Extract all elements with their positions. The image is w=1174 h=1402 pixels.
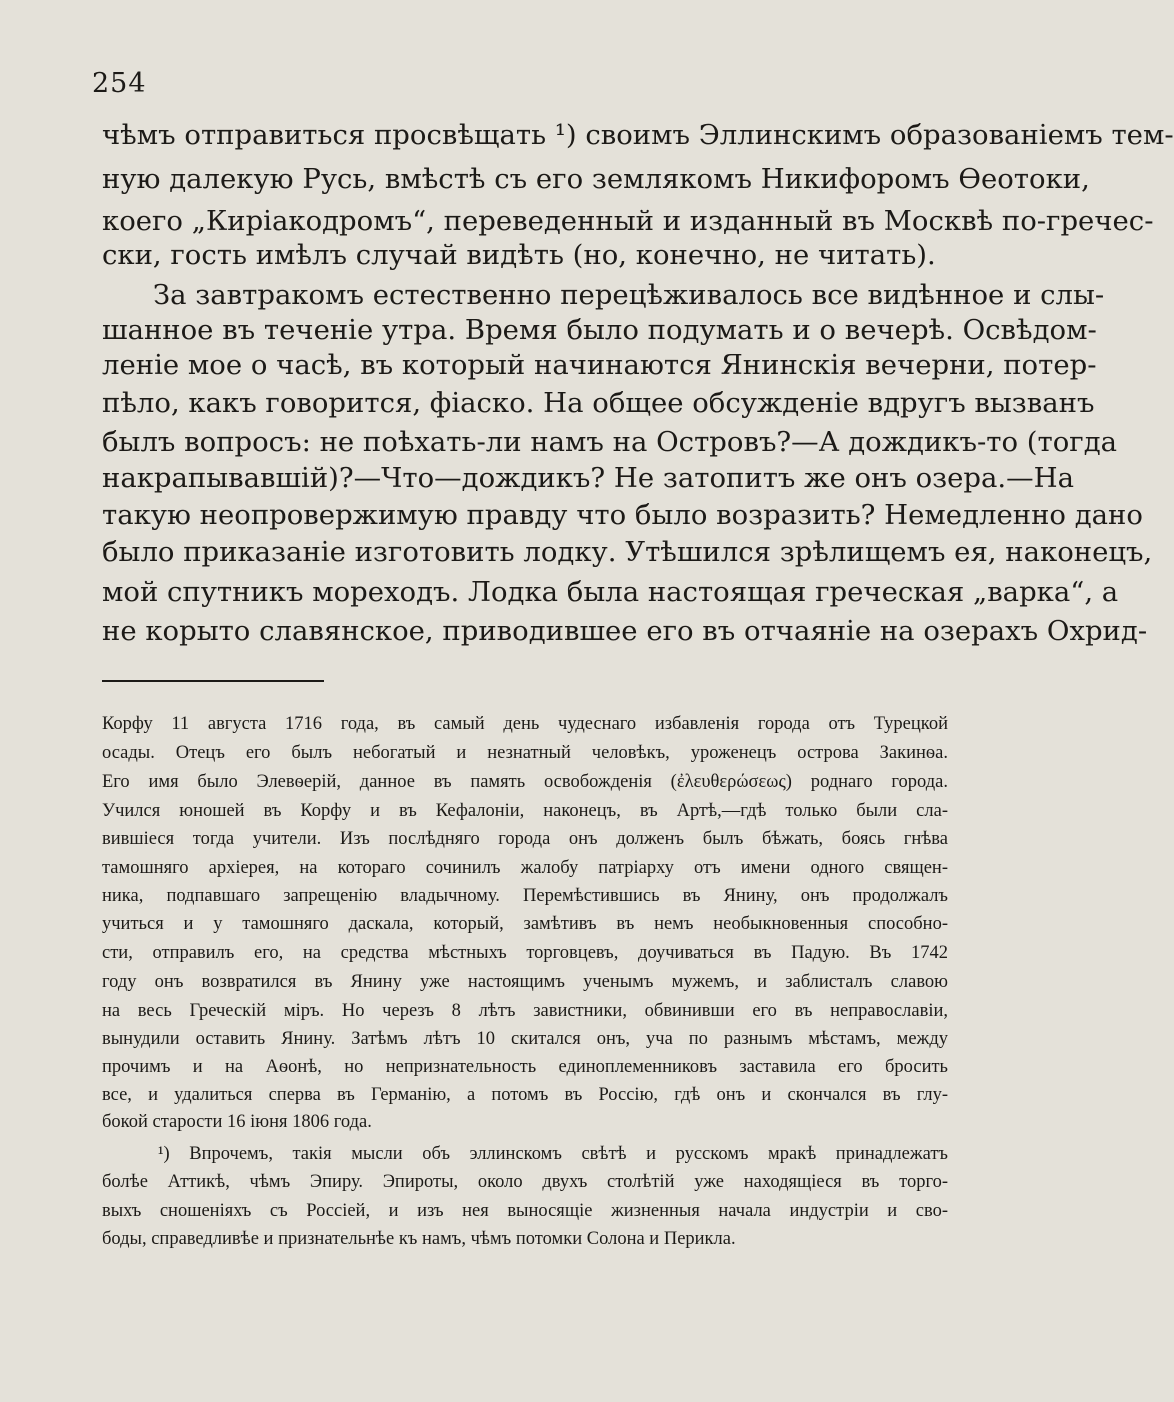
footnote-line: болѣе Аттикѣ, чѣмъ Эпиру. Эпироты, около двухъ столѣтій уже находящіеся въ торго- (102, 1172, 948, 1192)
footnote-line: Его имя было Элевѳерій, данное въ память освобожденія (ἐλευθερώσεως) роднаго города. (102, 772, 948, 792)
footnote-line: выхъ сношеніяхъ съ Россіей, и изъ нея выносящіе жизненныя начала индустріи и сво- (102, 1201, 948, 1221)
text-line: накрапывавшій)?—Что—дождикъ? Не затопитъ же онъ озера.—На (102, 462, 1075, 494)
text-line: такую неопровержимую правду что было возразить? Немедленно дано (102, 499, 1143, 531)
text-line: леніе мое о часѣ, въ который начинаются Янинскія вечерни, потер- (102, 349, 1097, 381)
footnote-line: году онъ возвратился въ Янину уже настоящимъ ученымъ мужемъ, и заблисталъ славою (102, 972, 948, 992)
footnote-line: Учился юношей въ Корфу и въ Кефалоніи, наконецъ, въ Артѣ,—гдѣ только были сла- (102, 801, 948, 821)
text-line: чѣмъ отправиться просвѣщать ¹) своимъ Эллинскимъ образованіемъ тем- (102, 119, 1174, 151)
footnote-line: боды, справедливѣе и признательнѣе къ намъ, чѣмъ потомки Солона и Перикла. (102, 1229, 736, 1249)
footnote-line: сти, отправилъ его, на средства мѣстныхъ торговцевъ, доучиваться въ Падую. Въ 1742 (102, 943, 948, 963)
footnote-line: бокой старости 16 іюня 1806 года. (102, 1112, 372, 1132)
footnote-line: учиться и у тамошняго даскала, который, замѣтивъ въ немъ необыкновенныя способно- (102, 914, 948, 934)
footnote-line: ника, подпавшаго запрещенію владычному. Перемѣстившись въ Янину, онъ продолжалъ (102, 886, 948, 906)
footnote-line: тамошняго архіерея, на котораго сочинилъ жалобу патріарху отъ имени одного священ- (102, 858, 948, 878)
footnote-line: прочимъ и на Аѳонѣ, но непризнательность единоплеменниковъ заставила его бросить (102, 1057, 948, 1077)
text-line: не корыто славянское, приводившее его въ отчаяніе на озерахъ Охрид- (102, 615, 1148, 647)
footnote-line: все, и удалиться сперва въ Германію, а потомъ въ Россію, гдѣ онъ и скончался въ глу- (102, 1085, 948, 1105)
footnote-rule (102, 680, 324, 682)
footnote-line: вынудили оставить Янину. Затѣмъ лѣтъ 10 скитался онъ, уча по разнымъ мѣстамъ, между (102, 1029, 948, 1049)
text-line: ски, гость имѣлъ случай видѣть (но, конечно, не читать). (102, 239, 936, 271)
footnote-line: ¹) Впрочемъ, такія мысли объ эллинскомъ свѣтѣ и русскомъ мракѣ принадлежатъ (158, 1144, 948, 1164)
text-line: мой спутникъ мореходъ. Лодка была настоящая греческая „варка“, а (102, 576, 1119, 608)
text-line: За завтракомъ естественно перецѣживалось все видѣнное и слы- (153, 279, 1105, 311)
text-line: былъ вопросъ: не поѣхать-ли намъ на Островъ?—А дождикъ-то (тогда (102, 426, 1118, 458)
text-line: пѣло, какъ говорится, фіаско. На общее обсужденіе вдругъ вызванъ (102, 387, 1095, 419)
text-line: было приказаніе изготовить лодку. Утѣшился зрѣлищемъ ея, наконецъ, (102, 536, 1153, 568)
page-number: 254 (92, 68, 147, 99)
text-line: коего „Киріакодромъ“, переведенный и изданный въ Москвѣ по-гречес- (102, 205, 1154, 237)
text-line: шанное въ теченіе утра. Время было подумать и о вечерѣ. Освѣдом- (102, 314, 1097, 346)
footnote-line: на весь Греческій міръ. Но черезъ 8 лѣтъ завистники, обвинивши его въ неправославіи, (102, 1001, 948, 1021)
footnote-line: вившіеся тогда учители. Изъ послѣдняго города онъ долженъ былъ бѣжать, боясь гнѣва (102, 829, 948, 849)
footnote-line: осады. Отецъ его былъ небогатый и незнатный человѣкъ, уроженецъ острова Закинѳа. (102, 743, 948, 763)
footnote-line: Корфу 11 августа 1716 года, въ самый день чудеснаго избавленія города отъ Турецкой (102, 714, 948, 734)
text-line: ную далекую Русь, вмѣстѣ съ его землякомъ Никифоромъ Ѳеотоки, (102, 163, 1090, 195)
